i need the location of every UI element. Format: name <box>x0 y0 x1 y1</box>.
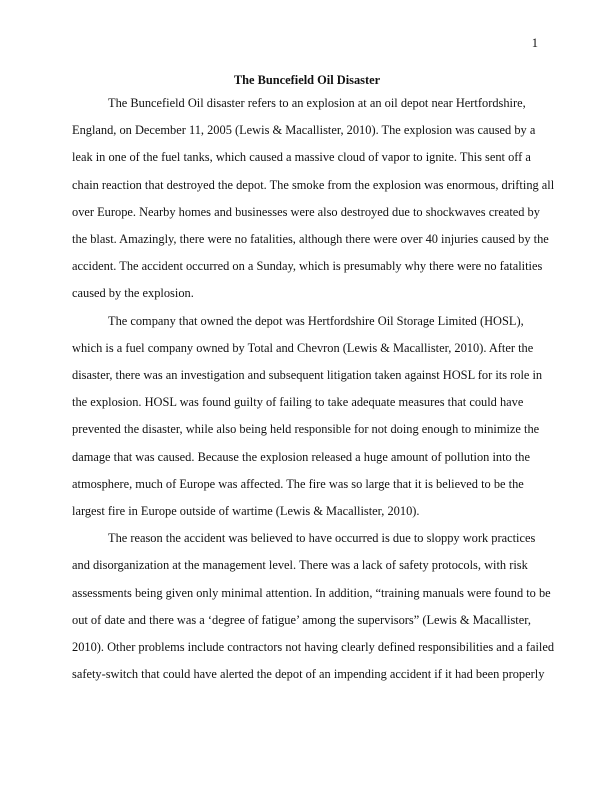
paragraph-line: which is a fuel company owned by Total and Chevron (Lewis & Macallister, 2010). After the <box>72 340 534 355</box>
paragraph-line: and disorganization at the management level. There was a lack of safety protocols, with risk <box>72 558 528 573</box>
paragraph-line: the blast. Amazingly, there were no fatalities, although there were over 40 injuries caused by the <box>72 232 549 247</box>
paragraph-line: disaster, there was an investigation and subsequent litigation taken against HOSL for its role in <box>72 368 543 383</box>
paragraph-line: prevented the disaster, while also being held responsible for not doing enough to minimize the <box>72 422 540 437</box>
paragraph-1 <box>72 90 555 308</box>
paragraph-line: over Europe. Nearby homes and businesses were also destroyed due to shockwaves created by <box>72 204 540 219</box>
paragraph-line: damage that was caused. Because the explosion released a huge amount of pollution into the <box>72 449 530 464</box>
document-body <box>72 70 555 688</box>
paragraph-line: The company that owned the depot was Hertfordshire Oil Storage Limited (HOSL), <box>108 313 524 328</box>
paragraph-line: The reason the accident was believed to have occurred is due to sloppy work practices <box>108 531 536 546</box>
paragraph-line: accident. The accident occurred on a Sunday, which is presumably why there were no fatalities <box>72 259 543 274</box>
paragraph-2 <box>72 308 542 526</box>
paragraph-3 <box>72 525 555 688</box>
paragraph-line: the explosion. HOSL was found guilty of failing to take adequate measures that could have <box>72 395 524 410</box>
paragraph-line: safety-switch that could have alerted the depot of an impending accident if it had been properly <box>72 667 545 682</box>
paragraph-line: atmosphere, much of Europe was affected. The fire was so large that it is believed to be the <box>72 476 524 491</box>
paragraph-line: largest fire in Europe outside of wartime (Lewis & Macallister, 2010). <box>72 504 420 519</box>
paragraph-line: out of date and there was a ‘degree of fatigue’ among the supervisors” (Lewis & Macallister, <box>72 612 531 627</box>
paragraph-line: England, on December 11, 2005 (Lewis & Macallister, 2010). The explosion was caused by a <box>72 123 536 138</box>
paragraph-line: leak in one of the fuel tanks, which caused a massive cloud of vapor to ignite. This sent off a <box>72 150 531 165</box>
paragraph-line: assessments being given only minimal attention. In addition, “training manuals were found to be <box>72 585 551 600</box>
paragraph-line: The Buncefield Oil disaster refers to an explosion at an oil depot near Hertfordshire, <box>108 96 526 110</box>
paragraph-line: chain reaction that destroyed the depot. The smoke from the explosion was enormous, drifting all <box>72 177 555 192</box>
paragraph-line: caused by the explosion. <box>72 286 194 301</box>
paragraph-line: 2010). Other problems include contractors not having clearly defined responsibilities and a failed <box>72 640 555 655</box>
page-number: 1 <box>531 36 538 50</box>
document-title: The Buncefield Oil Disaster <box>233 73 381 87</box>
